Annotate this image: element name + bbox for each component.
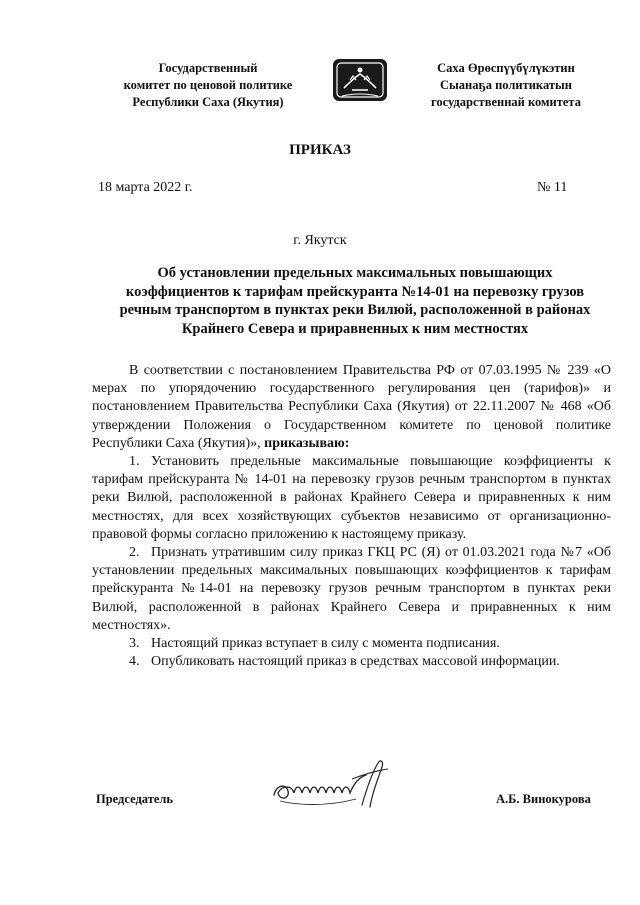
signer-name: А.Б. Винокурова (496, 792, 591, 806)
preamble-paragraph (92, 362, 611, 453)
issuer-line: Государственный (158, 61, 258, 75)
order-number: № 11 (537, 180, 568, 195)
issuer-name-yakut (402, 60, 610, 111)
issuer-line: комитет по ценовой политике (123, 78, 293, 92)
preamble-bold: приказываю: (264, 435, 350, 451)
coat-of-arms-icon (330, 56, 390, 104)
item-text: Опубликовать настоящий приказ в средствах массовой информации. (151, 654, 560, 670)
handwritten-signature (266, 755, 396, 815)
item-number: 2. (129, 545, 140, 561)
issuer-line: Сыанаҕа политикатын (440, 78, 572, 92)
document-title: ПРИКАЗ (289, 142, 351, 158)
item-text: Признать утратившим силу приказ ГКЦ РС (Я) от 01.03.2021 года №7 «Об установлении предельных максимальных повышающих коэффициентов к тарифам прейскуранта №14-01 на перевозку грузов речным транспортом в пунктах реки Вилюй, расположенной в районах Крайнего Севера и приравненных к ним местностях». (92, 545, 611, 633)
subject-line: Крайнего Севера и приравненных к ним местностях (181, 320, 529, 337)
order-item (92, 653, 611, 671)
order-date: 18 марта 2022 г. (98, 180, 193, 195)
signer-title: Председатель (96, 792, 174, 806)
item-text: Настоящий приказ вступает в силу с момента подписания. (151, 636, 500, 652)
item-number: 4. (129, 654, 140, 670)
item-number: 1. (129, 454, 140, 470)
issuer-line: Республики Саха (Якутия) (132, 95, 284, 109)
preamble-text: В соответствии с постановлением Правительства РФ от 07.03.1995 № 239 «О мерах по упорядочению государственного регулирования цен (тарифов)» и постановлением Правительства Республики Саха (Якутия) от 22.11.2007 № 468 «Об утверждении Положения о Государственном комитете по ценовой политике Республики Саха (Якутия)», (92, 363, 611, 451)
subject-line: Об установлении предельных максимальных повышающих (157, 265, 553, 281)
item-text: Установить предельные максимальные повышающие коэффициенты к тарифам прейскуранта № 14-01 на перевозку грузов речным транспортом в пунктах реки Вилюй, расположенной в районах Крайнего Севера и приравненных к ним местностях, для всех хозяйствующих субъектов независимо от организационно-правовой формы согласно приложению к настоящему приказу. (92, 454, 611, 542)
issuer-line: государственнай комитета (431, 95, 581, 109)
subject-line: речным транспортом в пунктах реки Вилюй, расположенной в районах (119, 302, 591, 318)
subject-line: коэффициентов к тарифам прейскуранта №14-01 на перевозку грузов (125, 283, 585, 300)
order-item (92, 544, 611, 635)
order-city: г. Якутск (293, 233, 347, 248)
issuer-name-russian (104, 60, 312, 111)
order-body (92, 362, 611, 671)
issuer-line: Саха Өрөспүүбүлүкэтин (437, 61, 575, 75)
order-item (92, 453, 611, 544)
order-subject (90, 264, 620, 338)
item-number: 3. (129, 636, 140, 652)
order-item (92, 635, 611, 653)
